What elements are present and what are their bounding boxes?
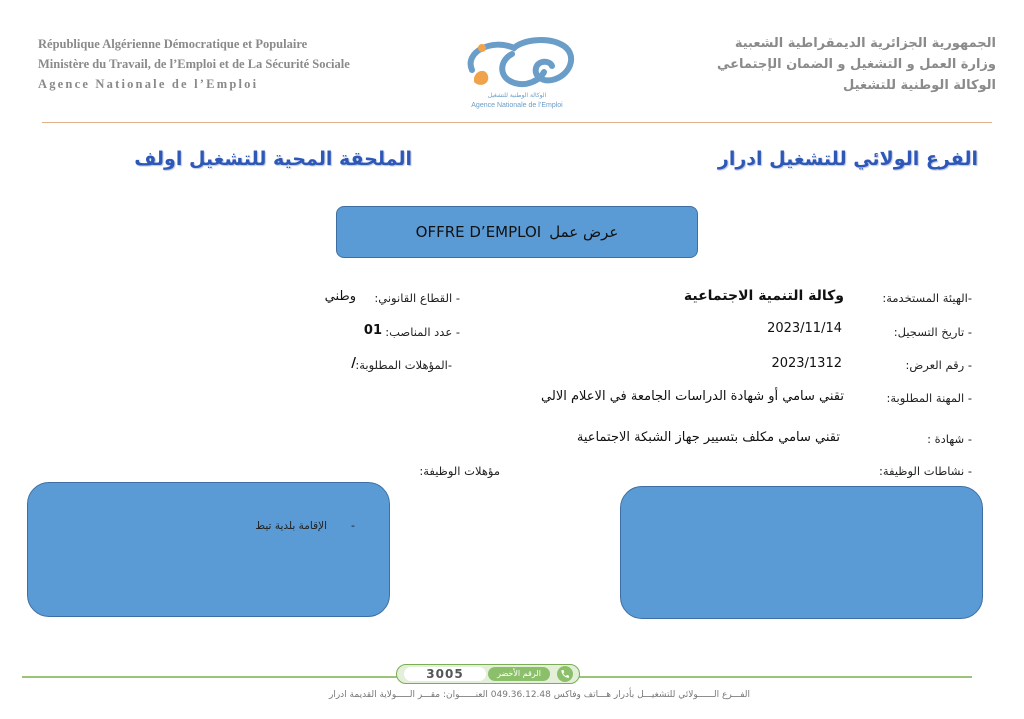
header-arabic xyxy=(717,33,996,96)
diploma-label: - شهادة : xyxy=(927,432,972,446)
reg-date-value: 2023/11/14 xyxy=(767,321,842,336)
job-qualifications-label: مؤهلات الوظيفة: xyxy=(419,464,500,478)
logo-french-text: Agence Nationale de l’Emploi xyxy=(471,102,563,109)
branch-title-left: الملحقة المحية للتشغيل اولف xyxy=(134,148,412,170)
green-number-label: الرقم الأخضر xyxy=(488,667,550,681)
header-ar-line-1: الجمهورية الجزائرية الديمقراطية الشعبية xyxy=(734,36,996,51)
employer-value: وكالة التنمية الاجتماعية xyxy=(683,288,844,304)
header-fr-line-3: Agence Nationale de l’Emploi xyxy=(38,77,259,91)
offer-number-label: - رقم العرض: xyxy=(905,358,972,372)
employer-label: -الهيئة المستخدمة: xyxy=(882,291,972,305)
sector-value: وطني xyxy=(324,289,356,304)
header-fr-line-2: Ministère du Travail, de l’Emploi et de La Sécurité Sociale xyxy=(38,57,350,71)
offer-title-fr: OFFRE D’EMPLOI xyxy=(415,223,542,241)
posts-label: - عدد المناصب: xyxy=(385,325,460,339)
branch-title-right: الفرع الولائي للتشغيل ادرار xyxy=(717,148,978,170)
header-divider xyxy=(42,122,992,123)
header-ar-line-2: وزارة العمل و التشغيل و الضمان الإجتماعي xyxy=(717,57,996,72)
job-qualifications-box xyxy=(27,482,390,617)
reg-date-label: - تاريخ التسجيل: xyxy=(893,325,972,339)
logo-arabic-text: الوكالة الوطنية للتشغيل xyxy=(487,92,547,99)
activities-label: - نشاطات الوظيفة: xyxy=(878,464,972,478)
offer-title-box xyxy=(336,206,698,258)
header-ar-line-3: الوكالة الوطنية للتشغيل xyxy=(843,78,996,93)
offer-title-ar: عرض عمل xyxy=(549,223,619,241)
header-fr-line-1: République Algérienne Démocratique et Populaire xyxy=(38,37,308,51)
job-activities-box xyxy=(620,486,983,619)
footer-address: الفـــرع الــــــولائي للتشغيـــل بأدرار هـــاتف وفاكس 049.36.12.48 العنــــــوان: مقـــر الـــــولاية القديمة ادرار xyxy=(328,690,750,700)
profession-label: - المهنة المطلوبة: xyxy=(886,391,972,405)
job-qualifications-item: الإقامة بلدية تيط xyxy=(255,520,327,532)
posts-value: 01 xyxy=(363,323,382,338)
header-french xyxy=(38,34,350,94)
qualifications-label: -المؤهلات المطلوبة: xyxy=(355,358,452,372)
qualifications-value: / xyxy=(351,356,356,371)
phone-icon xyxy=(556,665,574,683)
job-qualifications-bullet: - xyxy=(351,519,355,532)
sector-label: - القطاع القانوني: xyxy=(374,291,460,305)
green-number-value: 3005 xyxy=(404,667,486,681)
diploma-value: تقني سامي مكلف بتسيير جهاز الشبكة الاجتماعية xyxy=(576,430,840,445)
profession-value: تقني سامي أو شهادة الدراسات الجامعة في الاعلام الالي xyxy=(541,389,844,404)
offer-number-value: 2023/1312 xyxy=(771,356,842,371)
